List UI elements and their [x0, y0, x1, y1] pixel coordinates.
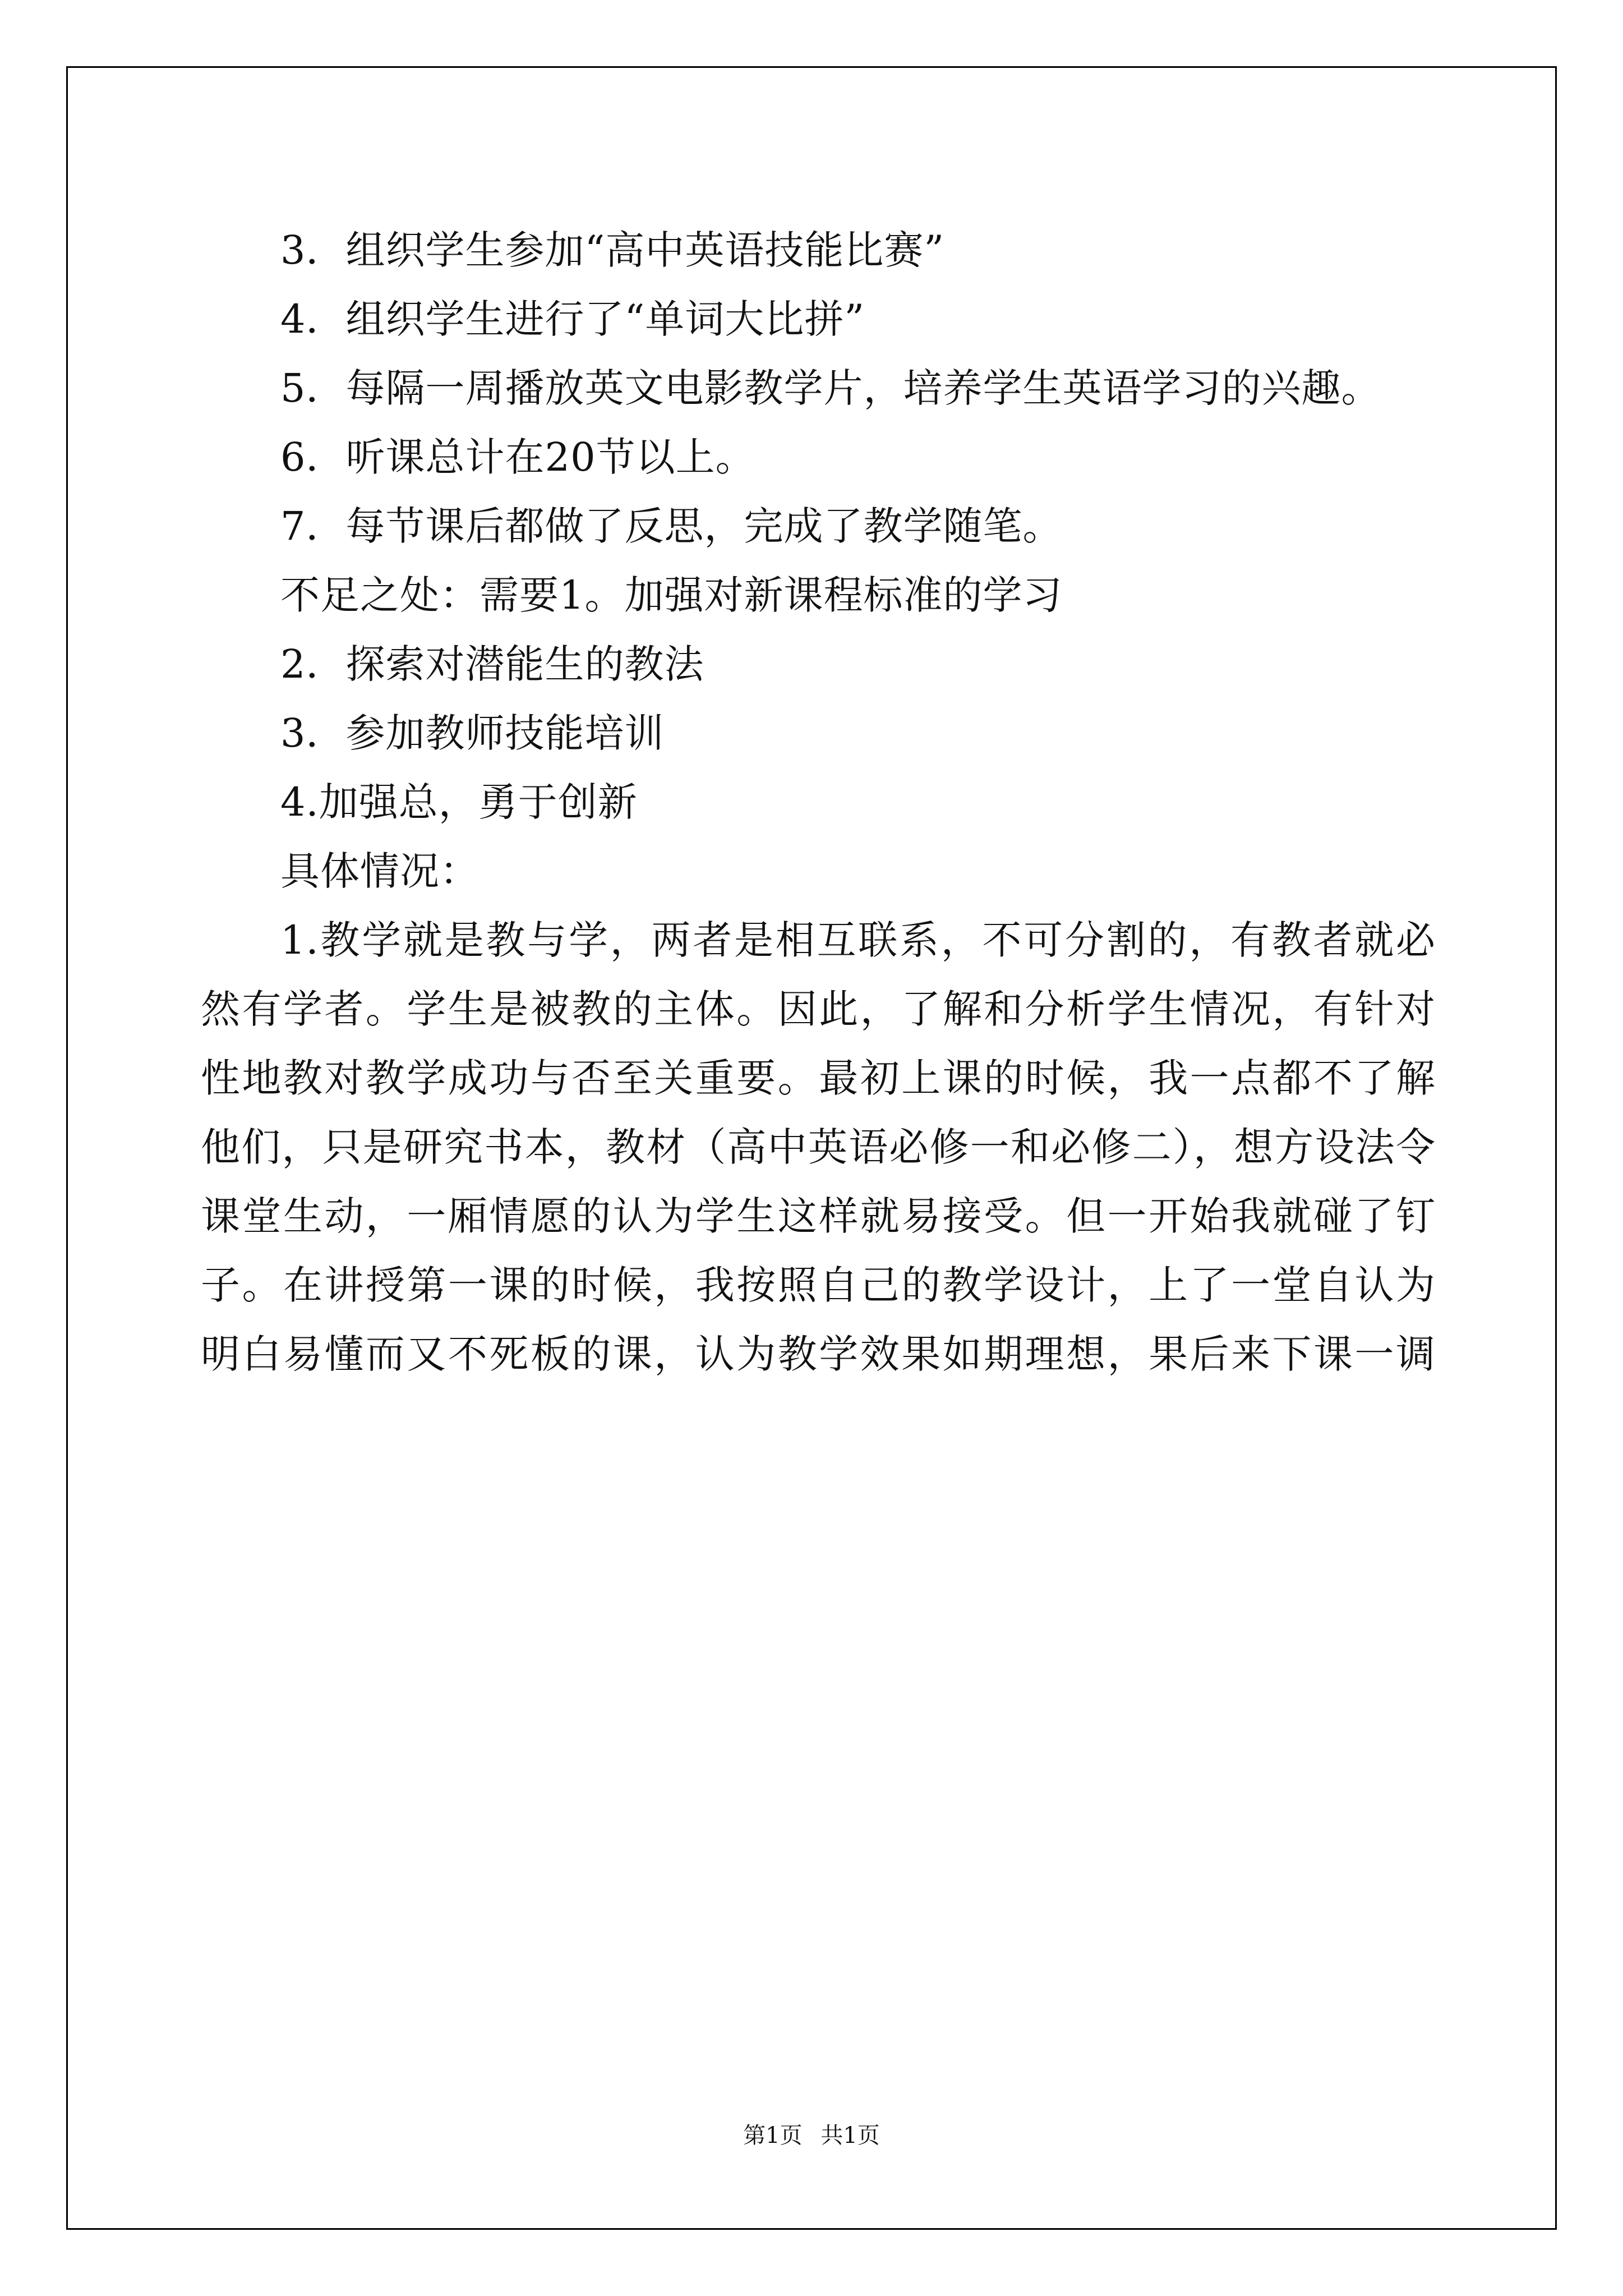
list-item: 6．听课总计在20节以上。	[280, 434, 755, 480]
list-item: 4．组织学生进行了“单词大比拼”	[280, 296, 865, 342]
paragraph-line: 子。在讲授第一课的时候，我按照自己的教学设计，上了一堂自认为	[201, 1262, 1436, 1308]
page-number: 第1页	[743, 2123, 803, 2148]
paragraph-line: 明白易懂而又不死板的课，认为教学效果如期理想，果后来下课一调	[201, 1331, 1436, 1377]
list-item: 7．每节课后都做了反思，完成了教学随笔。	[280, 503, 1063, 549]
shortcoming-item: 4.加强总，勇于创新	[280, 779, 638, 825]
list-item: 3．组织学生参加“高中英语技能比赛”	[280, 227, 945, 273]
shortcoming-item: 2．探索对潜能生的教法	[280, 641, 704, 687]
paragraph-line: 然有学者。学生是被教的主体。因此，了解和分析学生情况，有针对	[201, 986, 1436, 1032]
section-heading: 具体情况：	[280, 848, 479, 894]
page-total: 共1页	[820, 2123, 880, 2148]
shortcomings-intro: 不足之处：需要1。加强对新课程标准的学习	[280, 572, 1063, 618]
list-item: 5．每隔一周播放英文电影教学片，培养学生英语学习的兴趣。	[280, 365, 1381, 411]
paragraph-line: 他们，只是研究书本，教材（高中英语必修一和必修二），想方设法令	[201, 1124, 1436, 1170]
paragraph-line: 1.教学就是教与学，两者是相互联系，不可分割的，有教者就必	[280, 917, 1436, 963]
page-footer	[0, 2118, 1623, 2150]
paragraph-line: 课堂生动，一厢情愿的认为学生这样就易接受。但一开始我就碰了钉	[201, 1193, 1436, 1239]
paragraph-line: 性地教对教学成功与否至关重要。最初上课的时候，我一点都不了解	[201, 1055, 1436, 1101]
shortcoming-item: 3．参加教师技能培训	[280, 710, 665, 756]
